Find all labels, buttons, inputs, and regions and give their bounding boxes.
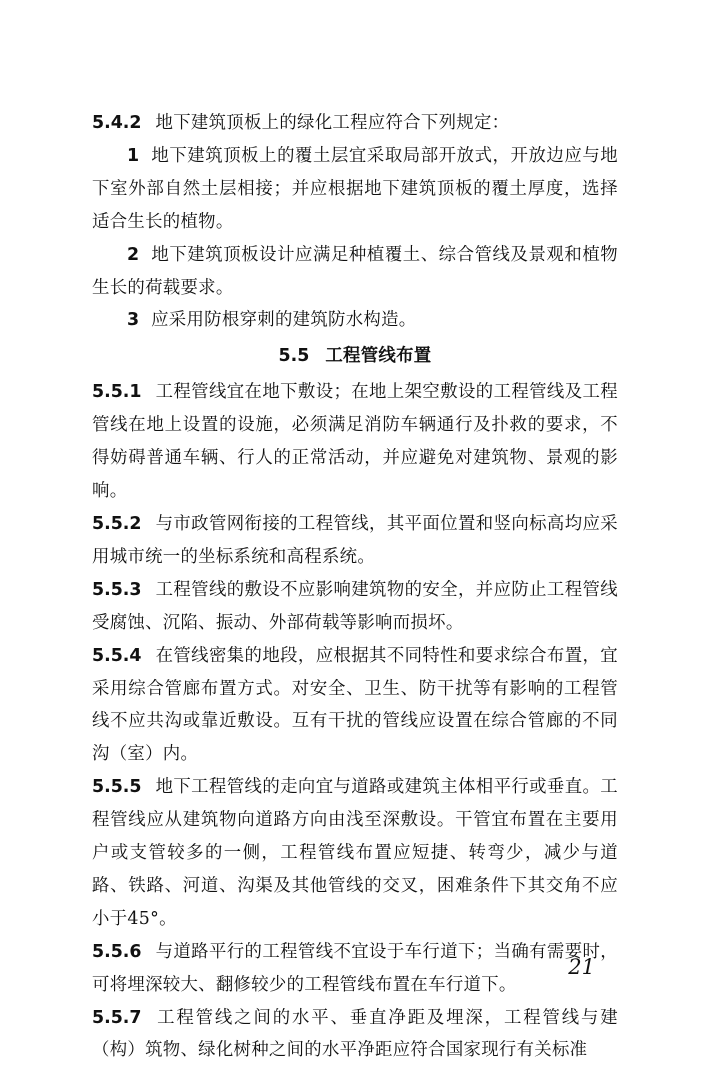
clause-5-5-5 xyxy=(92,771,618,936)
item-text: 地下建筑顶板设计应满足种植覆土、综合管线及景观和植物生长的荷载要求。 xyxy=(92,244,618,298)
list-item-2 xyxy=(92,239,618,305)
clause-text: 与道路平行的工程管线不宜设于车行道下；当确有需要时，可将埋深较大、翻修较少的工程管线布置在车行道下。 xyxy=(92,941,618,995)
clause-number: 5.5.6 xyxy=(92,941,142,962)
clause-text: 与市政管网衔接的工程管线，其平面位置和竖向标高均应采用城市统一的坐标系统和高程系统。 xyxy=(92,513,618,567)
clause-text: 地下建筑顶板上的绿化工程应符合下列规定： xyxy=(155,113,510,133)
list-item-1 xyxy=(92,140,618,239)
item-number: 3 xyxy=(127,310,140,331)
page-number: 21 xyxy=(568,955,595,979)
section-number: 5.5 xyxy=(278,346,310,367)
clause-5-4-2 xyxy=(92,107,618,140)
section-title: 工程管线布置 xyxy=(325,346,432,367)
clause-5-5-7 xyxy=(92,1002,618,1067)
item-number: 2 xyxy=(127,244,140,265)
clause-text: 工程管线宜在地下敷设；在地上架空敷设的工程管线及工程管线在地上设置的设施，必须满足消防车辆通行及扑救的要求，不得妨碍普通车辆、行人的正常活动，并应避免对建筑物、景观的影响。 xyxy=(92,382,618,502)
clause-5-5-1 xyxy=(92,376,618,508)
clause-number: 5.4.2 xyxy=(92,113,142,133)
item-number: 1 xyxy=(127,145,140,166)
clause-5-5-4 xyxy=(92,640,618,772)
page-content xyxy=(92,107,618,1067)
clause-number: 5.5.1 xyxy=(92,382,142,403)
list-item-3 xyxy=(92,304,618,337)
clause-5-5-2 xyxy=(92,508,618,574)
clause-text: 在管线密集的地段，应根据其不同特性和要求综合布置，宜采用综合管廊布置方式。对安全、卫生、防干扰等有影响的工程管线不应共沟或靠近敷设。互有干扰的管线应设置在综合管廊的不同沟（室）内。 xyxy=(92,645,618,765)
item-text: 地下建筑顶板上的覆土层宜采取局部开放式，开放边应与地下室外部自然土层相接；并应根据地下建筑顶板的覆土厚度，选择适合生长的植物。 xyxy=(92,145,618,232)
section-heading xyxy=(92,338,618,374)
clause-number: 5.5.3 xyxy=(92,579,142,600)
clause-number: 5.5.2 xyxy=(92,513,142,534)
clause-text: 地下工程管线的走向宜与道路或建筑主体相平行或垂直。工程管线应从建筑物向道路方向由浅至深敷设。干管宜布置在主要用户或支管较多的一侧，工程管线布置应短捷、转弯少，减少与道路、铁路、河道、沟渠及其他管线的交叉，困难条件下其交角不应小于45°。 xyxy=(92,777,618,929)
item-text: 应采用防根穿刺的建筑防水构造。 xyxy=(151,310,417,331)
clause-5-5-6 xyxy=(92,936,618,1002)
clause-text: 工程管线的敷设不应影响建筑物的安全，并应防止工程管线受腐蚀、沉陷、振动、外部荷载等影响而损坏。 xyxy=(92,579,618,633)
clause-text: 工程管线之间的水平、垂直净距及埋深，工程管线与建（构）筑物、绿化树种之间的水平净距应符合国家现行有关标准 xyxy=(92,1007,618,1061)
clause-number: 5.5.7 xyxy=(92,1007,142,1028)
clause-number: 5.5.5 xyxy=(92,777,142,798)
clause-5-5-3 xyxy=(92,574,618,640)
clause-number: 5.5.4 xyxy=(92,645,142,666)
